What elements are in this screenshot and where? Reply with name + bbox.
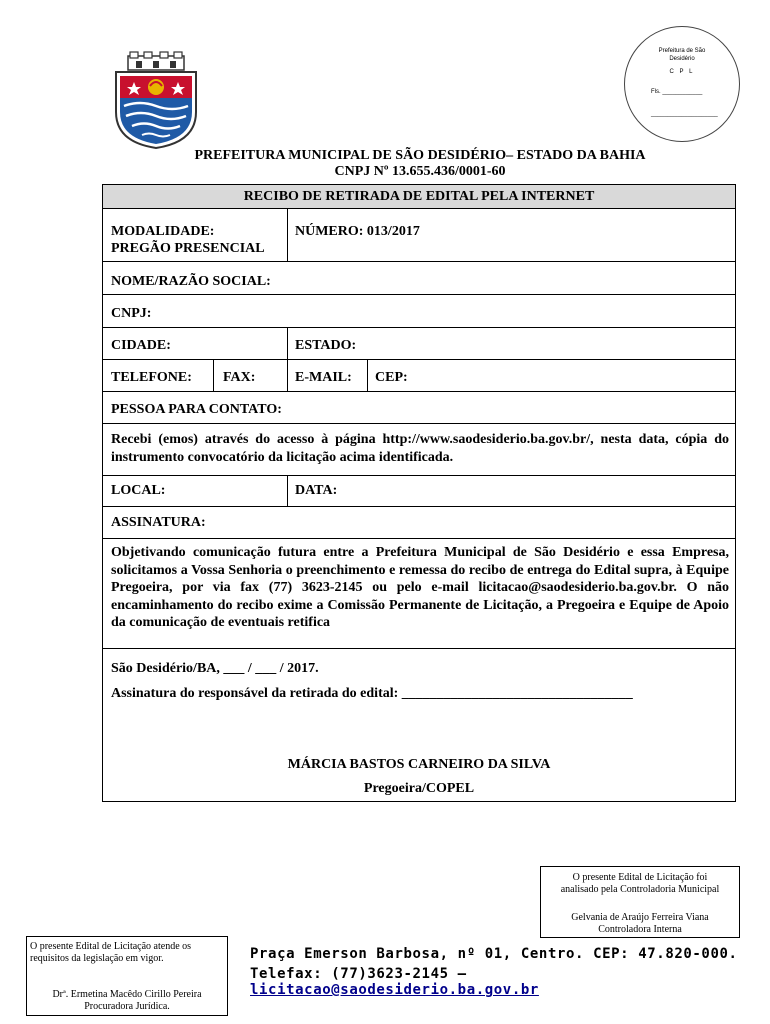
stamp-signature-line: ____________________ (651, 111, 718, 117)
stamp-line1: Prefeitura de São (658, 48, 706, 54)
controladoria-line1: O presente Edital de Licitação foi (572, 872, 708, 883)
juridica-line1: O presente Edital de Licitação atende os (30, 941, 192, 952)
estado-field[interactable]: ESTADO: (295, 338, 357, 353)
numero-field: NÚMERO: 013/2017 (295, 224, 420, 239)
recebi-statement: Recebi (emos) através do acesso à página http://www.saodesiderio.ba.gov.br/, nesta data, cópia do instrumento convocatório da licitação acima identificada. (111, 432, 729, 465)
protocol-stamp (624, 26, 740, 142)
juridica-line2: requisitos da legislação em vigor. (30, 953, 164, 964)
responsavel-signature-line: Assinatura do responsável da retirada do edital: _________________________________ (111, 686, 633, 701)
page-title: PREFEITURA MUNICIPAL DE SÃO DESIDÉRIO– ESTADO DA BAHIA (194, 148, 646, 163)
date-line: São Desidério/BA, ___ / ___ / 2017. (111, 661, 319, 676)
controladoria-role: Controladora Interna (598, 924, 682, 935)
data-field[interactable]: DATA: (295, 483, 338, 498)
signer-name: MÁRCIA BASTOS CARNEIRO DA SILVA (287, 757, 551, 772)
objetivando-paragraph: Objetivando comunicação futura entre a Prefeitura Municipal de São Desidério e essa Empresa, solicitamos a Vossa Senhoria o preenchimento e remessa do recibo de entrega do Edital supra, à Equipe Pregoeira, por via fax (77) 3623-2145 ou pelo e-mail licitacao@saodesiderio.ba.gov.br. O não encaminhamento do recibo exime a Comissão Permanente de Licitação, a Pregoeira e Equipe de Apoio da comunicação de eventuais retifica (111, 545, 729, 630)
juridica-name: Drª. Ermetina Macêdo Cirillo Pereira (52, 989, 202, 1000)
footer-address: Praça Emerson Barbosa, nº 01, Centro. CEP: 47.820-000. (250, 946, 738, 962)
juridica-box (26, 936, 228, 1016)
telefone-field[interactable]: TELEFONE: (111, 370, 192, 385)
controladoria-name: Gelvania de Araújo Ferreira Viana (571, 912, 709, 923)
assinatura-field[interactable]: ASSINATURA: (111, 515, 206, 530)
contato-field[interactable]: PESSOA PARA CONTATO: (111, 402, 282, 417)
cnpj-field[interactable]: CNPJ: (111, 306, 152, 321)
footer-email-link[interactable]: licitacao@saodesiderio.ba.gov.br (250, 982, 539, 998)
stamp-fls: Fls. ____________ (651, 89, 703, 95)
controladoria-line2: analisado pela Controladoria Municipal (560, 884, 720, 895)
stamp-cpl: C P L (669, 69, 695, 75)
fax-field[interactable]: FAX: (223, 370, 256, 385)
email-field[interactable]: E-MAIL: (295, 370, 352, 385)
modalidade-value: PREGÃO PRESENCIAL (111, 241, 265, 256)
juridica-role: Procuradora Jurídica. (84, 1001, 170, 1012)
cep-field[interactable]: CEP: (375, 370, 408, 385)
footer-telefax-label: Telefax: (77)3623-2145 – (250, 966, 467, 982)
page-cnpj: CNPJ Nº 13.655.436/0001-60 (334, 164, 506, 179)
coat-of-arms-logo (106, 50, 206, 150)
form-title: RECIBO DE RETIRADA DE EDITAL PELA INTERNET (103, 185, 735, 209)
controladoria-box (540, 866, 740, 938)
nome-field[interactable]: NOME/RAZÃO SOCIAL: (111, 274, 271, 289)
local-field[interactable]: LOCAL: (111, 483, 166, 498)
receipt-form (102, 184, 736, 802)
signer-role: Pregoeira/COPEL (363, 781, 475, 796)
footer-telefax (250, 966, 750, 998)
cidade-field[interactable]: CIDADE: (111, 338, 171, 353)
modalidade-label: MODALIDADE: (111, 224, 215, 239)
stamp-line2: Desidério (669, 56, 695, 62)
